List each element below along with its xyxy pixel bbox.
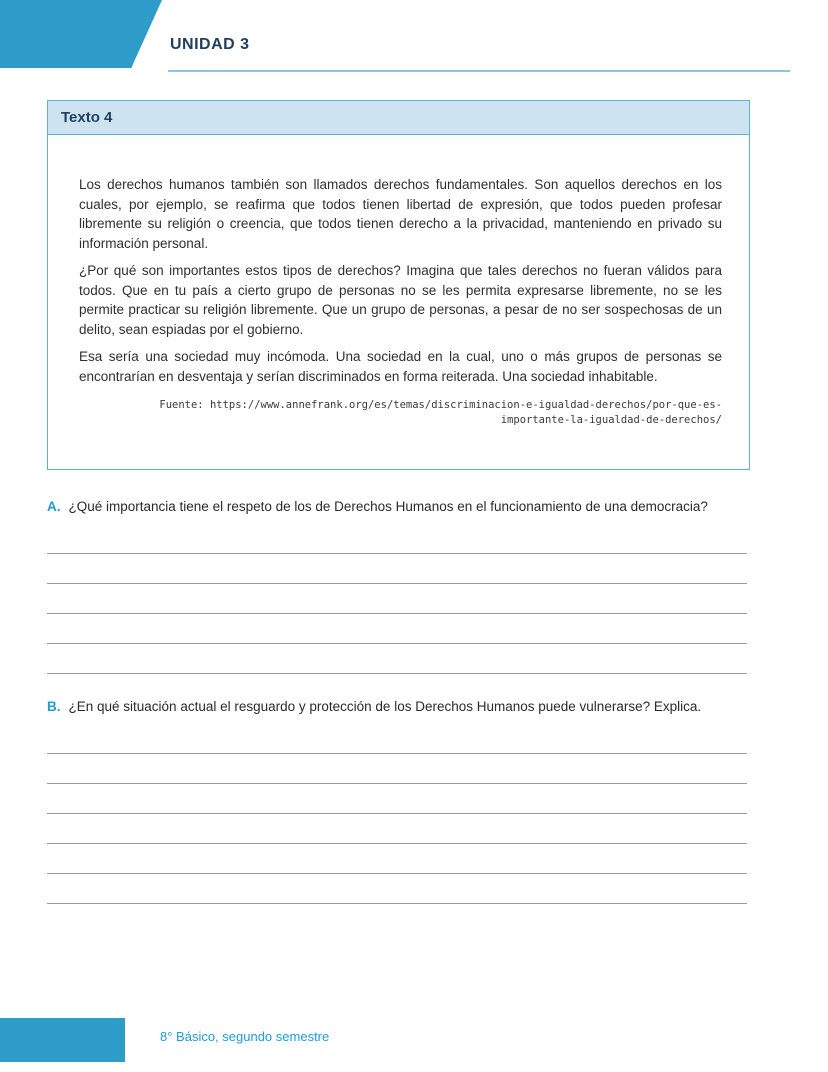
text-box-body [48,135,749,428]
question-a [47,498,747,674]
question-a-answer-area [47,524,747,674]
unit-title: UNIDAD 3 [170,36,250,53]
text-paragraph-2: ¿Por qué son importantes estos tipos de derechos? Imagina que tales derechos no fueran válidos para todos. Que en tu país a cierto grupo de personas no se les permita expresarse libremente, no se les permite practicar su religión libremente. Que un grupo de personas, a pesar de no ser sospechosas de un delito, sean espiadas por el gobierno. [79,263,722,337]
question-b-answer-area [47,724,747,904]
answer-line [47,844,747,874]
corner-banner-shape [0,0,162,68]
footer-text: 8° Básico, segundo semestre [160,1029,330,1044]
question-b-text [47,698,747,716]
text-box [47,100,750,470]
question-a-text [47,498,747,516]
answer-line [47,644,747,674]
source-citation: Fuente: https://www.annefrank.org/es/temas/discriminacion-e-igualdad-derechos/por-que-es-importante-la-igualdad-de-derechos/ [159,399,722,426]
answer-line [47,874,747,904]
answer-line [47,814,747,844]
answer-line [47,754,747,784]
text-paragraph-1: Los derechos humanos también son llamados derechos fundamentales. Son aquellos derechos en los cuales, por ejemplo, se reafirma que todos tienen libertad de expresión, que todos pueden profesar libremente su religión o creencia, que todos tienen derecho a la privacidad, manteniendo en privado su información personal. [79,177,722,251]
question-a-letter: A. [47,499,61,514]
answer-line [47,554,747,584]
question-b-letter: B. [47,699,61,714]
footer-bar-shape [0,1018,125,1062]
answer-line [47,524,747,554]
question-a-prompt: ¿Qué importancia tiene el respeto de los de Derechos Humanos en el funcionamiento de una democracia? [68,499,708,514]
text-box-header [48,101,749,135]
question-b [47,698,747,904]
answer-line [47,584,747,614]
text-paragraph-3: Esa sería una sociedad muy incómoda. Una sociedad en la cual, uno o más grupos de personas se encontrarían en desventaja y serían discriminados en forma reiterada. Una sociedad inhabitable. [79,349,722,384]
answer-line [47,784,747,814]
question-b-prompt: ¿En qué situación actual el resguardo y protección de los Derechos Humanos puede vulnerarse? Explica. [68,699,702,714]
header-divider [168,70,790,72]
answer-line [47,724,747,754]
answer-line [47,614,747,644]
text-box-title: Texto 4 [61,109,113,126]
